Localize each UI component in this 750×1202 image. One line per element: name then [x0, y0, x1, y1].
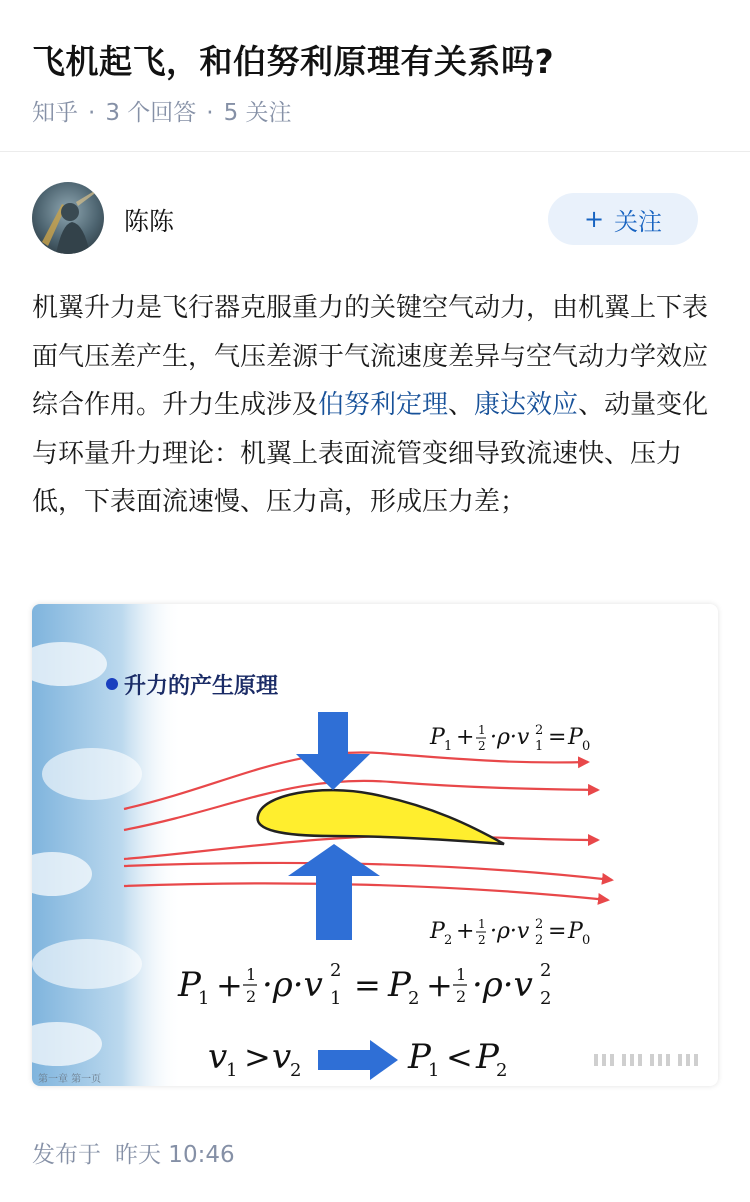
question-header	[0, 0, 750, 152]
svg-text:2: 2	[496, 1060, 508, 1081]
slide-caption: 第一章 第一页	[38, 1074, 102, 1085]
meta-separator: ·	[206, 100, 214, 126]
pressure-arrow-down-icon	[296, 712, 370, 790]
svg-text:2: 2	[246, 987, 257, 1006]
svg-text:+: +	[426, 966, 453, 1004]
svg-text:2: 2	[330, 960, 342, 981]
plus-icon: +	[583, 205, 605, 233]
svg-text:P: P	[568, 919, 583, 944]
svg-text:0: 0	[582, 933, 591, 948]
formula-bottom	[429, 917, 590, 948]
svg-text:P: P	[568, 725, 583, 750]
publish-info	[32, 1136, 235, 1169]
pressure-inequality	[407, 1037, 507, 1081]
svg-text:P: P	[476, 1037, 499, 1077]
question-title[interactable]: 飞机起飞，和伯努利原理有关系吗?	[32, 42, 555, 81]
svg-text:2: 2	[290, 1060, 302, 1081]
link-bernoulli[interactable]: 伯努利定理	[318, 390, 449, 420]
svg-text:v: v	[272, 1037, 292, 1077]
answer-part-1: 机翼升力是飞行器克服重力的关键空气动力，由机翼上下表面气压差产生，气压差源于气流速度差异与空气动力学效应综合作用。升力生成涉及	[32, 293, 709, 420]
avatar[interactable]	[32, 182, 104, 254]
svg-text:P: P	[430, 725, 445, 750]
svg-text:2: 2	[478, 933, 486, 947]
svg-text:+: +	[456, 725, 475, 750]
svg-text:v: v	[208, 1037, 228, 1077]
follower-count[interactable]: 5 关注	[223, 100, 292, 126]
published-label: 发布于	[32, 1142, 101, 1168]
svg-text:·ρ·v: ·ρ·v	[262, 965, 323, 1005]
svg-text:1: 1	[478, 723, 486, 737]
svg-text:·ρ·v: ·ρ·v	[490, 919, 530, 944]
answer-text	[32, 284, 722, 527]
svg-text:2: 2	[456, 987, 467, 1006]
author-name[interactable]: 陈陈	[124, 207, 175, 236]
velocity-inequality	[208, 1037, 301, 1081]
svg-text:0: 0	[582, 739, 591, 754]
bernoulli-equation	[177, 960, 551, 1009]
svg-text:P: P	[430, 919, 445, 944]
svg-text:+: +	[456, 919, 475, 944]
pressure-arrow-up-icon	[288, 844, 380, 940]
author-row	[0, 182, 750, 258]
svg-text:1: 1	[456, 965, 467, 984]
answer-count[interactable]: 3 个回答	[105, 100, 197, 126]
svg-text:+: +	[216, 966, 243, 1004]
svg-text:2: 2	[444, 933, 453, 948]
svg-text:P: P	[178, 965, 201, 1005]
question-meta	[32, 94, 292, 127]
answer-part-2: 、动量变化与环量升力理论：机翼上表面流管变细导致流速快、压力低，下表面流速慢、压力高，形成压力差；	[32, 390, 709, 517]
svg-text:1: 1	[246, 965, 257, 984]
source-label[interactable]: 知乎	[32, 100, 78, 126]
link-coanda[interactable]: 康达效应	[474, 390, 579, 420]
svg-text:2: 2	[540, 988, 552, 1009]
svg-text:P: P	[388, 965, 411, 1005]
svg-text:<: <	[446, 1038, 473, 1076]
follow-label: 关注	[614, 207, 663, 236]
svg-text:2: 2	[408, 988, 420, 1009]
svg-text:P: P	[408, 1037, 431, 1077]
figure-heading: 升力的产生原理	[124, 673, 279, 699]
svg-text:=: =	[548, 919, 567, 944]
svg-text:=: =	[548, 725, 567, 750]
svg-text:2: 2	[540, 960, 552, 981]
svg-text:1: 1	[535, 739, 544, 754]
svg-text:·ρ·v: ·ρ·v	[472, 965, 533, 1005]
airfoil-shape	[258, 790, 504, 844]
svg-text:=: =	[354, 966, 381, 1004]
svg-text:1: 1	[428, 1060, 440, 1081]
svg-text:1: 1	[330, 988, 342, 1009]
svg-text:1: 1	[198, 988, 210, 1009]
lift-principle-image[interactable]	[32, 604, 718, 1086]
svg-text:2: 2	[478, 739, 486, 753]
answer-separator: 、	[448, 390, 475, 420]
svg-text:2: 2	[535, 723, 544, 738]
svg-text:·ρ·v: ·ρ·v	[490, 725, 530, 750]
bullet-icon	[106, 678, 118, 690]
svg-text:>: >	[244, 1038, 271, 1076]
svg-text:1: 1	[444, 739, 453, 754]
follow-button[interactable]	[548, 193, 698, 245]
svg-text:1: 1	[226, 1060, 238, 1081]
svg-text:1: 1	[478, 917, 486, 931]
svg-text:2: 2	[535, 917, 544, 932]
watermark-icon	[594, 1054, 698, 1066]
implies-arrow-icon	[318, 1040, 398, 1080]
meta-separator: ·	[88, 100, 96, 126]
formula-top	[429, 723, 590, 754]
svg-text:2: 2	[535, 933, 544, 948]
published-time: 昨天 10:46	[115, 1142, 235, 1168]
